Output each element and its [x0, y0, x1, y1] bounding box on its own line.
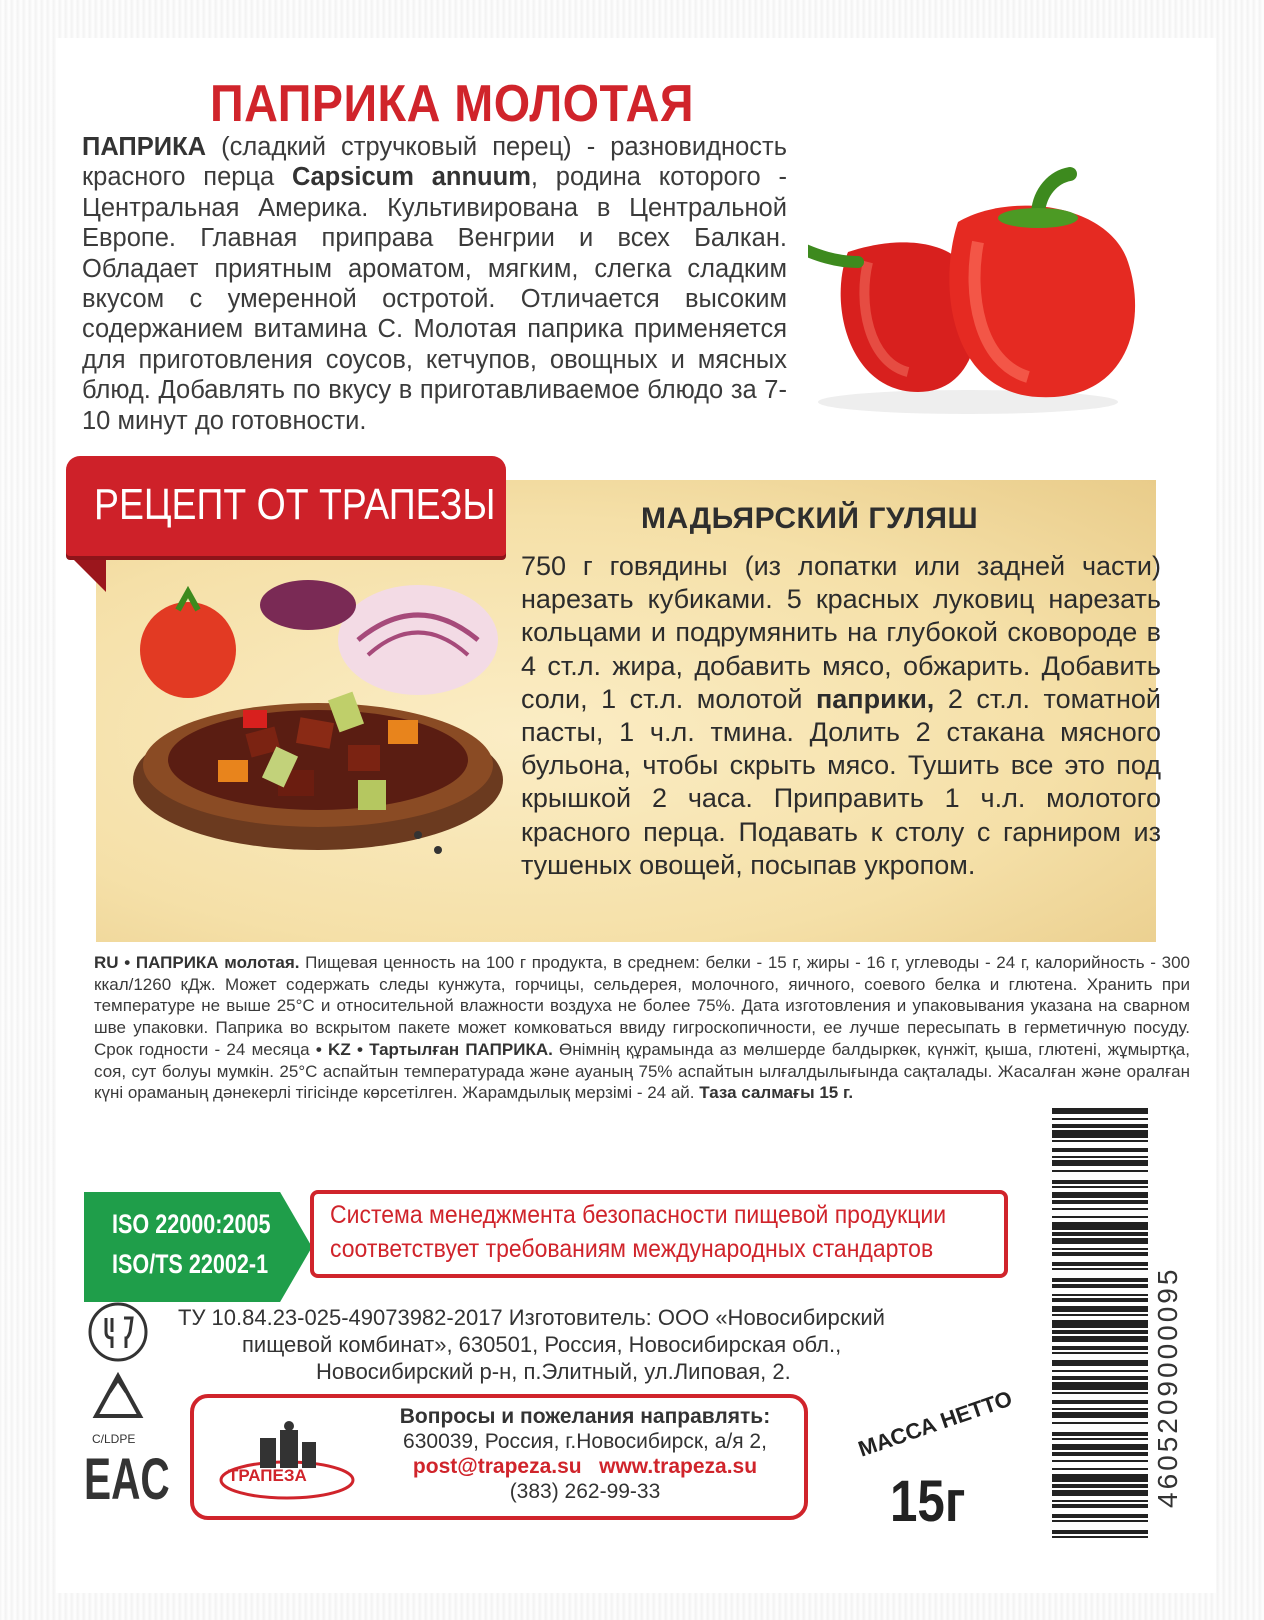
manufacturer-info [178, 1304, 885, 1385]
barcode-bar [1052, 1124, 1148, 1128]
barcode-bar [1052, 1400, 1148, 1404]
goulash-dish-image [118, 580, 510, 880]
barcode-bar [1052, 1278, 1148, 1282]
recipe-text-1: 750 г говядины (из лопатки или задней части) нарезать кубиками. 5 красных луковиц нарезать кольцами и подрумянить на глубокой сковороде в 4 ст.л. жира, добавить мясо, обжарить. Добавить соли, 1 ст.л. молотой [521, 551, 1161, 714]
barcode-bar [1052, 1248, 1148, 1250]
barcode-bar [1052, 1504, 1148, 1508]
barcode-bar [1052, 1330, 1148, 1334]
standards-text [330, 1198, 946, 1266]
contacts-address: 630039, Россия, г.Новосибирск, а/я 2, [403, 1430, 767, 1453]
barcode-bar [1052, 1252, 1148, 1256]
standards-line-1: Система менеджмента безопасности пищевой продукции [330, 1201, 947, 1229]
barcode-bar [1052, 1238, 1148, 1244]
barcode-bar [1052, 1186, 1148, 1188]
barcode-bar [1052, 1490, 1148, 1496]
barcode-bar [1052, 1370, 1148, 1372]
barcode-bar [1052, 1484, 1148, 1488]
barcode-bar [1052, 1412, 1148, 1418]
barcode-bar [1052, 1262, 1148, 1266]
barcode-bar [1052, 1474, 1148, 1482]
barcode-bar [1052, 1346, 1148, 1350]
contacts-phone: (383) 262-99-33 [509, 1480, 661, 1503]
contacts-site[interactable]: www.trapeza.su [599, 1455, 758, 1478]
barcode-bar [1052, 1320, 1148, 1328]
barcode-bar [1052, 1160, 1148, 1166]
intro-bold-1: ПАПРИКА [82, 133, 207, 161]
barcode-bar [1052, 1108, 1148, 1114]
iso-badge-text [112, 1204, 271, 1284]
contacts-heading: Вопросы и пожелания направлять: [399, 1405, 771, 1428]
contacts [370, 1404, 800, 1504]
barcode-bar [1052, 1432, 1148, 1436]
intro-text-2: , родина которого - Центральная Америка. Культивирована в Центральной Европе. Главная приправа Венгрии и всех Балкан. Обладает приятным ароматом, мягким, слегка сладким вкусом с умеренной остротой. Отличается высоким содержанием витамина С. Молотая паприка применяется для приготовления соусов, кетчупов, овощных и мясных блюд. Добавлять по вкусу в приготавливаемое блюдо за 7-10 минут до готовности. [82, 163, 787, 435]
manufacturer-line-2: пищевой комбинат», 630501, Россия, Новосибирская обл., [242, 1332, 842, 1357]
barcode-bar [1052, 1216, 1148, 1218]
barcode-bar [1052, 1514, 1148, 1518]
info-ru-bold: ПАПРИКА молотая. [135, 953, 300, 972]
info-bullet-2: • [315, 1039, 322, 1059]
info-bullet: • [124, 953, 131, 972]
brand-name: ТРАПЕЗА [228, 1466, 307, 1485]
contacts-email[interactable]: post@trapeza.su [412, 1455, 582, 1478]
barcode-bar [1052, 1298, 1148, 1302]
barcode-bar [1052, 1444, 1148, 1450]
ldpe-label: C/LDPE [92, 1432, 136, 1446]
recipe-banner-text: РЕЦЕПТ ОТ ТРАПЕЗЫ [94, 480, 496, 529]
barcode-bar [1052, 1314, 1148, 1316]
info-kz: KZ [328, 1039, 351, 1059]
recipe-banner [66, 456, 506, 556]
barcode-bar [1052, 1530, 1148, 1534]
barcode-bar [1052, 1130, 1148, 1138]
barcode-bar [1052, 1468, 1148, 1470]
barcode-bar [1052, 1180, 1148, 1184]
barcode-number: 4605209000095 [1152, 1266, 1183, 1508]
info-kz-text: Өнімнің құрамында аз мөлшерде балдыркөк, күнжіт, қыша, глютені, жұмыртқа, соя, сут болуы мумкін. 25°С аспайтын температурада және ауаның 75% аспайтын ылғалдылығында сақталады. Жасалған және оралған күні ораманың дәнекерлі тігісінде көрсетілген. Жарамдылық мерзімі - 24 ай. [94, 1039, 1190, 1103]
standards-line-2: соответствует требованиям международных стандартов [330, 1235, 934, 1263]
barcode-bar [1052, 1438, 1148, 1440]
barcode-bar [1052, 1360, 1148, 1366]
intro-bold-2: Capsicum annuum [292, 163, 531, 192]
info-kz-bold-2: Таза салмағы 15 г. [699, 1083, 854, 1103]
info-ru-text: Пищевая ценность на 100 г продукта, в среднем: белки - 15 г, жиры - 16 г, углеводы - 24 г, калорийность - 300 ккал/1260 кДж. Может содержать следы кунжута, горчицы, сельдерея, молочного, яичного, соевого белка и глютена. Хранить при температуре не выше 25°С и относительной влажности воздуха не более 75%. Дата изготовления и упаковывания указана на сварном шве упаковки. Паприка во вскрытом пакете может комковаться ввиду гигроскопичности, ее лучше пересыпать в герметичную посуду. Срок годности - 24 месяца [94, 953, 1190, 1059]
info-ru [94, 952, 1190, 1104]
info-lang: RU [94, 953, 119, 972]
red-pepper-image [808, 162, 1188, 422]
barcode-bar [1052, 1306, 1148, 1312]
barcode-bar [1052, 1222, 1148, 1230]
food-contact-icon [86, 1300, 150, 1364]
barcode-bar [1052, 1148, 1148, 1152]
iso-line-2: ISO/TS 22002-1 [112, 1249, 269, 1279]
barcode-bar [1052, 1336, 1148, 1342]
recipe-text-2: 2 ст.л. томатной пасты, 1 ч.л. тмина. Долить 2 стакана мясного бульона, чтобы скрыть мясо. Тушить все это под крышкой 2 часа. Приправить 1 ч.л. молотого красного перца. Подавать к столу с гарниром из тушеных овощей, посыпав укропом. [521, 683, 1161, 880]
barcode-bar [1052, 1294, 1148, 1296]
barcode-bar [1052, 1536, 1148, 1538]
product-description [82, 132, 787, 436]
trapeza-logo [216, 1412, 358, 1504]
manufacturer-line-3: Новосибирский р-н, п.Элитный, ул.Липовая, 2. [316, 1359, 791, 1384]
barcode-bar [1052, 1156, 1148, 1158]
info-kz-bold: Тартылған ПАПРИКА. [369, 1039, 553, 1059]
recycle-icon [86, 1372, 150, 1428]
barcode-bar [1052, 1452, 1148, 1456]
barcode [1052, 1108, 1162, 1538]
recipe-text-bold: паприки, [815, 683, 935, 714]
barcode-bar [1052, 1232, 1148, 1236]
barcode-bar [1052, 1192, 1148, 1198]
barcode-bar [1052, 1118, 1148, 1120]
barcode-bar [1052, 1268, 1148, 1270]
barcode-bar [1052, 1140, 1148, 1142]
barcode-bar [1052, 1520, 1148, 1522]
iso-line-1: ISO 22000:2005 [112, 1209, 271, 1239]
recipe-text [521, 550, 1161, 882]
eac-mark: EAC [84, 1447, 170, 1512]
barcode-bar [1052, 1208, 1148, 1210]
manufacturer-line-1: ТУ 10.84.23-025-49073982-2017 Изготовитель: ООО «Новосибирский [178, 1305, 885, 1330]
barcode-bar [1052, 1408, 1148, 1410]
recipe-title: МАДЬЯРСКИЙ ГУЛЯШ [641, 502, 979, 535]
info-bullet-3: • [356, 1039, 363, 1059]
barcode-bar [1052, 1376, 1148, 1380]
product-title: ПАПРИКА МОЛОТАЯ [210, 75, 694, 133]
barcode-bar [1052, 1382, 1148, 1390]
barcode-bar [1052, 1422, 1148, 1424]
barcode-bar [1052, 1352, 1148, 1354]
barcode-bar [1052, 1500, 1148, 1502]
intro-text-1: (сладкий стручковый перец) - разновидность красного перца [82, 133, 787, 192]
barcode-bar [1052, 1200, 1148, 1204]
barcode-bar [1052, 1284, 1148, 1288]
net-weight-label: МАССА НЕТТО [855, 1385, 1016, 1462]
barcode-bar [1052, 1392, 1148, 1394]
barcode-bar [1052, 1170, 1148, 1172]
net-weight-value: 15г [890, 1469, 966, 1534]
barcode-bar [1052, 1460, 1148, 1462]
